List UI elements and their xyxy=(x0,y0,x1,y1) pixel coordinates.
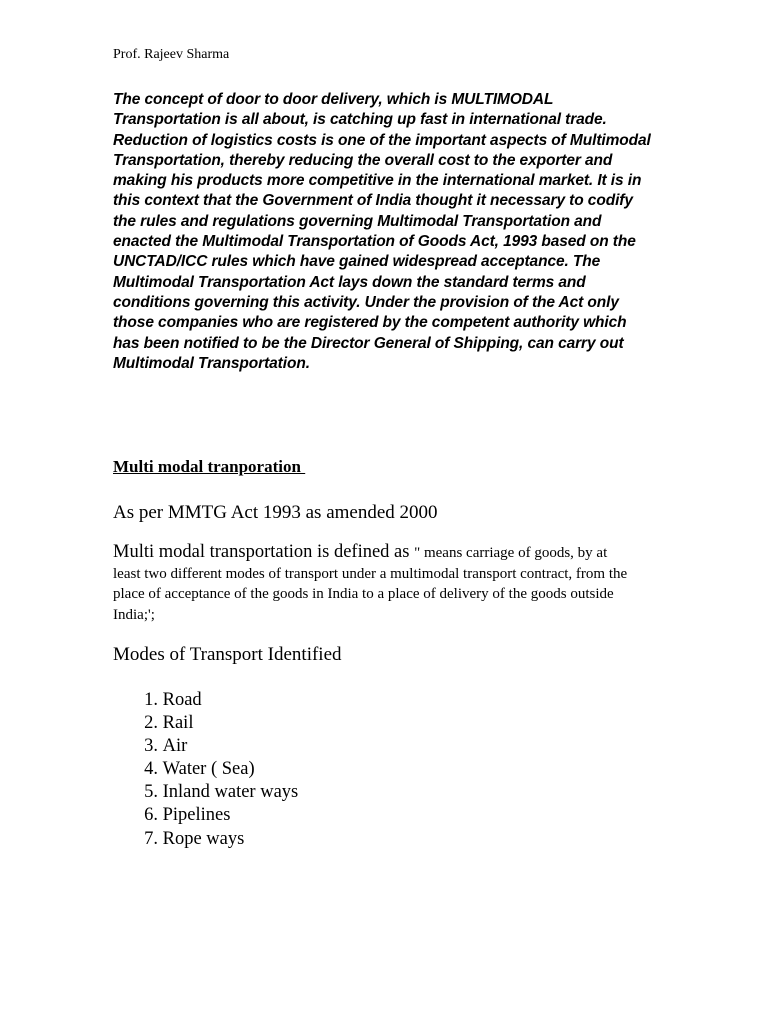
list-item xyxy=(113,804,298,827)
section-heading: Multi modal tranporation xyxy=(113,457,306,476)
list-item-label: Water ( Sea) xyxy=(162,759,255,780)
list-item-label: Rope ways xyxy=(162,828,245,849)
author-name: Prof. Rajeev Sharma xyxy=(113,47,230,62)
definition-lead: Multi modal transportation is defined as xyxy=(113,542,415,562)
list-item-number: 7. xyxy=(144,828,158,849)
list-item-number: 5. xyxy=(144,782,158,803)
list-item-label: Pipelines xyxy=(162,805,231,826)
intro-paragraph: The concept of door to door delivery, which is MULTIMODAL Transportation is all about, is catching up fast in international trade. Reduction of logistics costs is one of the important aspects of Multimodal Transportation, thereby reducing the overall cost to the exporter and making his products more competitive in the international market. It is in this context that the Government of India thought it necessary to codify the rules and regulations governing Multimodal Transportation and enacted the Multimodal Transportation of Goods Act, 1993 based on the UNCTAD/ICC rules which have gained widespread acceptance. The Multimodal Transportation Act lays down the standard terms and conditions governing this activity. Under the provision of the Act only those companies who are registered by the competent authority which has been notified to be the Director General of Shipping, can carry out Multimodal Transportation. xyxy=(113,91,651,372)
list-item xyxy=(113,781,298,804)
list-item-number: 6. xyxy=(144,805,158,826)
list-item xyxy=(113,735,298,758)
list-item-label: Road xyxy=(162,690,202,710)
definition-body: " means carriage of goods, by at least two different modes of transport under a multimodal transport contract, from the place of acceptance of the goods in India to a place of delivery of the goods outside India;'; xyxy=(113,545,628,623)
modes-title: Modes of Transport Identified xyxy=(113,644,342,665)
list-item-label: Rail xyxy=(162,713,194,734)
list-item xyxy=(113,689,298,712)
definition-paragraph xyxy=(113,542,633,625)
list-item-number: 1. xyxy=(144,690,158,710)
modes-list xyxy=(113,689,298,851)
list-item-label: Air xyxy=(162,736,188,757)
list-item xyxy=(113,712,298,735)
list-item-label: Inland water ways xyxy=(162,782,299,803)
act-reference: As per MMTG Act 1993 as amended 2000 xyxy=(113,502,438,523)
list-item-number: 3. xyxy=(144,736,158,757)
list-item xyxy=(113,758,298,781)
list-item-number: 2. xyxy=(144,713,158,734)
list-item-number: 4. xyxy=(144,759,158,780)
list-item xyxy=(113,828,298,851)
